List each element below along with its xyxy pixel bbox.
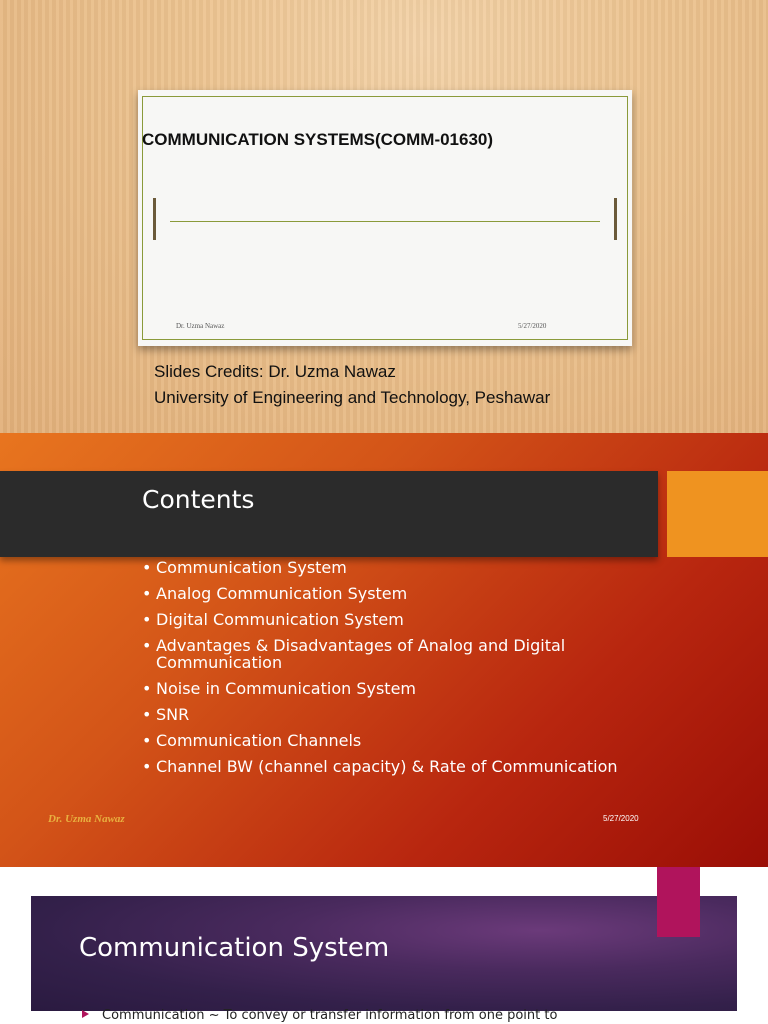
section-title: Communication System — [79, 933, 390, 963]
list-item: • Noise in Communication System — [142, 680, 682, 697]
accent-box — [667, 471, 768, 557]
list-item: • Communication System — [142, 559, 682, 576]
slide-2-contents — [0, 433, 768, 867]
credits-line-1: Slides Credits: Dr. Uzma Nawaz — [154, 362, 396, 381]
footer-date: 5/27/2020 — [603, 814, 639, 823]
accent-tab — [657, 867, 700, 937]
list-item: • Analog Communication System — [142, 585, 682, 602]
title-band — [0, 471, 658, 557]
slide-1-title — [0, 0, 768, 433]
list-item: • Advantages & Disadvantages of Analog and Digital Communication — [142, 637, 682, 671]
slide-3-communication-system — [0, 867, 768, 1024]
list-item: • Channel BW (channel capacity) & Rate of Communication — [142, 758, 682, 775]
card-divider-line — [170, 221, 600, 222]
card-author: Dr. Uzma Nawaz — [176, 322, 225, 330]
list-item: • SNR — [142, 706, 682, 723]
list-item: • Digital Communication System — [142, 611, 682, 628]
body-text: Communication ~ To convey or transfer information from one point to — [102, 1008, 558, 1023]
arrow-bullet-icon — [82, 1010, 89, 1018]
credits-line-2: University of Engineering and Technology, Peshawar — [154, 388, 551, 407]
contents-list — [142, 559, 682, 784]
title-card — [138, 90, 632, 346]
contents-title: Contents — [142, 485, 255, 514]
card-date: 5/27/2020 — [518, 322, 547, 330]
footer-author: Dr. Uzma Nawaz — [48, 813, 125, 825]
body-bullet — [82, 1008, 557, 1023]
course-title: COMMUNICATION SYSTEMS(COMM-01630) — [142, 130, 494, 149]
card-left-bar — [153, 198, 156, 240]
list-item: • Communication Channels — [142, 732, 682, 749]
card-right-bar — [614, 198, 617, 240]
slide-credits — [154, 359, 550, 411]
